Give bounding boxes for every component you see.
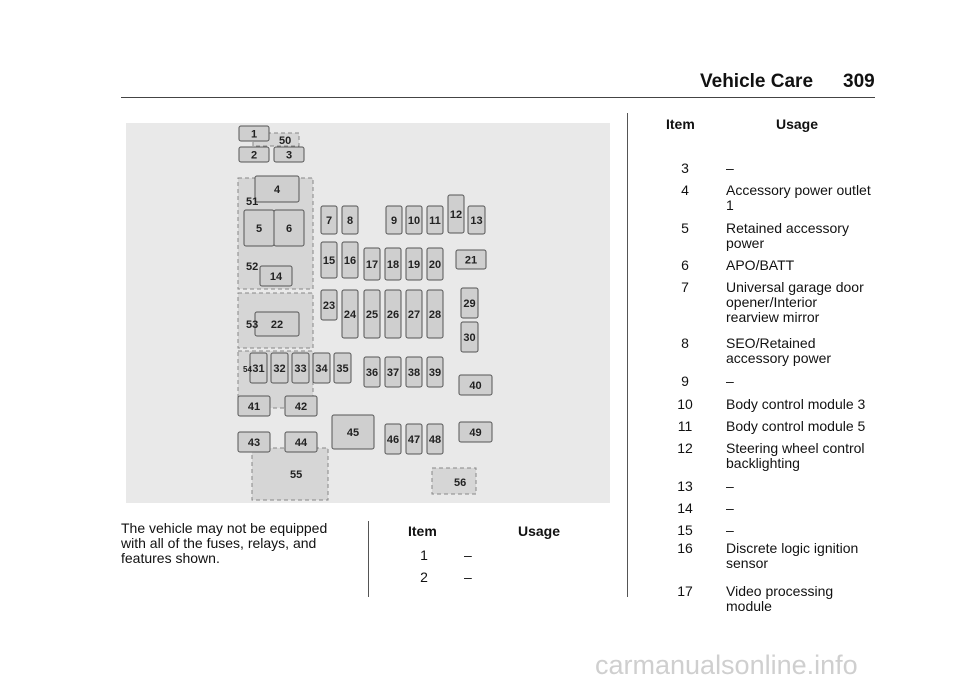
item-number: 16 [677,540,693,556]
fuse-label: 37 [386,366,400,379]
fuse-label: 34 [315,362,328,375]
fuse-label: 18 [386,258,400,271]
item-number: 4 [681,182,689,198]
fuse-label: 23 [322,299,336,312]
fuse-label: 25 [365,308,379,321]
item-number: 12 [677,440,693,456]
fuse-label: 43 [247,436,261,449]
item-usage: Retained accessory power [726,220,849,251]
item-usage: – [726,500,734,516]
fuse-21 [456,250,486,269]
fuse-11 [427,206,443,234]
fuse-34 [313,353,330,383]
fuse-18 [385,248,401,280]
fuse-45 [332,415,374,449]
fuse-42 [285,396,317,416]
fuse-1 [239,126,269,141]
item-number: 17 [677,583,693,599]
item-number: 8 [681,335,689,351]
fuse-label: 31 [252,362,265,375]
fuse-label: 16 [343,254,357,267]
watermark: carmanualsonline.info [595,650,858,680]
fuse-label: 15 [322,254,336,267]
table-header-item: Item [666,116,695,132]
region-label-53: 53 [246,319,259,331]
fuse-label: 8 [346,214,354,227]
fuse-label: 36 [365,366,379,379]
fuse-label: 41 [247,400,261,413]
fuse-label: 13 [470,214,483,227]
fuse-label: 47 [407,433,421,446]
item-number: 13 [677,478,693,494]
fuse-label: 5 [255,222,263,235]
fuse-40 [459,375,492,395]
note-text: The vehicle may not be equipped with all of the fuses, relays, and features shown. [121,520,328,566]
fuse-label: 46 [386,433,400,446]
fuse-49 [459,422,492,442]
item-number: 10 [677,396,693,412]
fuse-16 [342,242,358,278]
fuse-label: 30 [463,331,476,344]
fuse-29 [461,288,478,318]
fuse-label: 38 [407,366,421,379]
fuse-label: 24 [343,308,357,321]
fuse-13 [468,206,485,234]
fuse-41 [238,396,270,416]
fuse-3 [274,147,304,162]
region-label-52: 52 [246,261,259,273]
fuse-26 [385,290,401,338]
fuse-12 [448,195,464,233]
item-usage: – [726,522,734,538]
fuse-36 [364,357,380,387]
fuse-35 [334,353,351,383]
item-number: 9 [681,373,689,389]
fuse-label: 10 [407,214,421,227]
item-usage: Universal garage door opener/Interior rearview mirror [726,279,864,325]
item-usage: APO/BATT [726,257,795,273]
fuse-label: 19 [407,258,421,271]
fuse-label: 44 [294,436,308,449]
fuse-label: 11 [429,214,441,227]
fuse-20 [427,248,443,280]
fuse-15 [321,242,337,278]
fuse-7 [321,206,337,234]
fuse-label: 48 [428,433,442,446]
fuse-label: 26 [386,308,400,321]
fuse-label: 20 [428,258,442,271]
fuse-10 [406,206,422,234]
fuse-24 [342,290,358,338]
fuse-28 [427,290,443,338]
fuse-table-part2 [665,116,875,614]
page-number: 309 [843,71,875,92]
header-divider [121,97,875,98]
table-header-usage: Usage [518,523,561,539]
region-label-55: 55 [290,469,303,481]
fuse-33 [292,353,309,383]
fuse-23 [321,290,337,320]
fuse-label: 6 [285,222,293,235]
item-usage: Discrete logic ignition sensor [726,540,859,571]
fuse-label: 1 [250,128,258,141]
region-label-56: 56 [454,477,467,489]
fuse-47 [406,424,422,454]
fuse-8 [342,206,358,234]
item-usage: Video processing module [726,583,834,614]
fuse-label: 40 [469,379,482,392]
fuse-38 [406,357,422,387]
fuse-39 [427,357,443,387]
region-label-54: 54 [243,365,252,374]
fuse-30 [461,322,478,352]
fuse-43 [238,432,270,452]
item-number: 15 [677,522,693,538]
table-header-item: Item [408,523,437,539]
item-usage: – [726,160,734,176]
item-usage: – [464,547,472,563]
fuse-14 [260,266,292,286]
fuse-label: 33 [294,362,307,375]
item-number: 5 [681,220,689,236]
fuse-37 [385,357,401,387]
fuse-label: 28 [428,308,442,321]
fuse-48 [427,424,443,454]
fuse-label: 49 [469,426,482,439]
fuse-label: 32 [273,362,286,375]
fuse-46 [385,424,401,454]
fuse-label: 9 [390,214,398,227]
fuse-table-part1 [400,524,600,594]
item-usage: SEO/Retained accessory power [726,335,832,366]
item-usage: Steering wheel control backlighting [726,440,865,471]
section-title: Vehicle Care [700,71,814,92]
fuse-22 [255,312,299,336]
fuse-32 [271,353,288,383]
item-number: 6 [681,257,689,273]
item-number: 11 [677,418,693,434]
fuse-19 [406,248,422,280]
fuse-label: 14 [269,270,283,283]
item-usage: Body control module 5 [726,418,866,434]
region-label-50: 50 [279,135,292,147]
fuse-label: 17 [365,258,379,271]
item-usage: – [464,569,472,585]
fuse-block-diagram [126,123,610,503]
table-header-usage: Usage [776,116,819,132]
region-label-51: 51 [246,196,259,208]
item-number: 2 [420,569,428,585]
item-usage: – [726,373,734,389]
fuse-6 [274,210,304,246]
fuse-label: 7 [325,214,333,227]
item-usage: Body control module 3 [726,396,866,412]
item-number: 1 [420,547,428,563]
fuse-4 [255,176,299,202]
column-divider-left [368,521,369,597]
fuse-5 [244,210,274,246]
fuse-label: 2 [250,149,258,162]
item-number: 3 [681,160,689,176]
fuse-label: 27 [407,308,421,321]
fuse-2 [239,147,269,162]
item-usage: Accessory power outlet 1 [726,182,871,213]
fuse-label: 39 [428,366,442,379]
item-number: 7 [681,279,689,295]
fuse-label: 3 [285,149,293,162]
item-usage: – [726,478,734,494]
fuse-31 [250,353,267,383]
fuse-44 [285,432,317,452]
fuse-label: 45 [346,426,360,439]
fuse-label: 12 [449,208,463,221]
fuse-label: 35 [336,362,349,375]
fuse-label: 29 [463,297,476,310]
fuse-label: 21 [464,254,478,267]
fuse-label: 22 [270,318,284,331]
fuse-17 [364,248,380,280]
item-number: 14 [677,500,693,516]
column-divider-right [627,113,628,597]
fuse-9 [386,206,402,234]
fuse-27 [406,290,422,338]
fuse-label: 4 [273,183,281,196]
fuse-25 [364,290,380,338]
fuse-label: 42 [294,400,308,413]
